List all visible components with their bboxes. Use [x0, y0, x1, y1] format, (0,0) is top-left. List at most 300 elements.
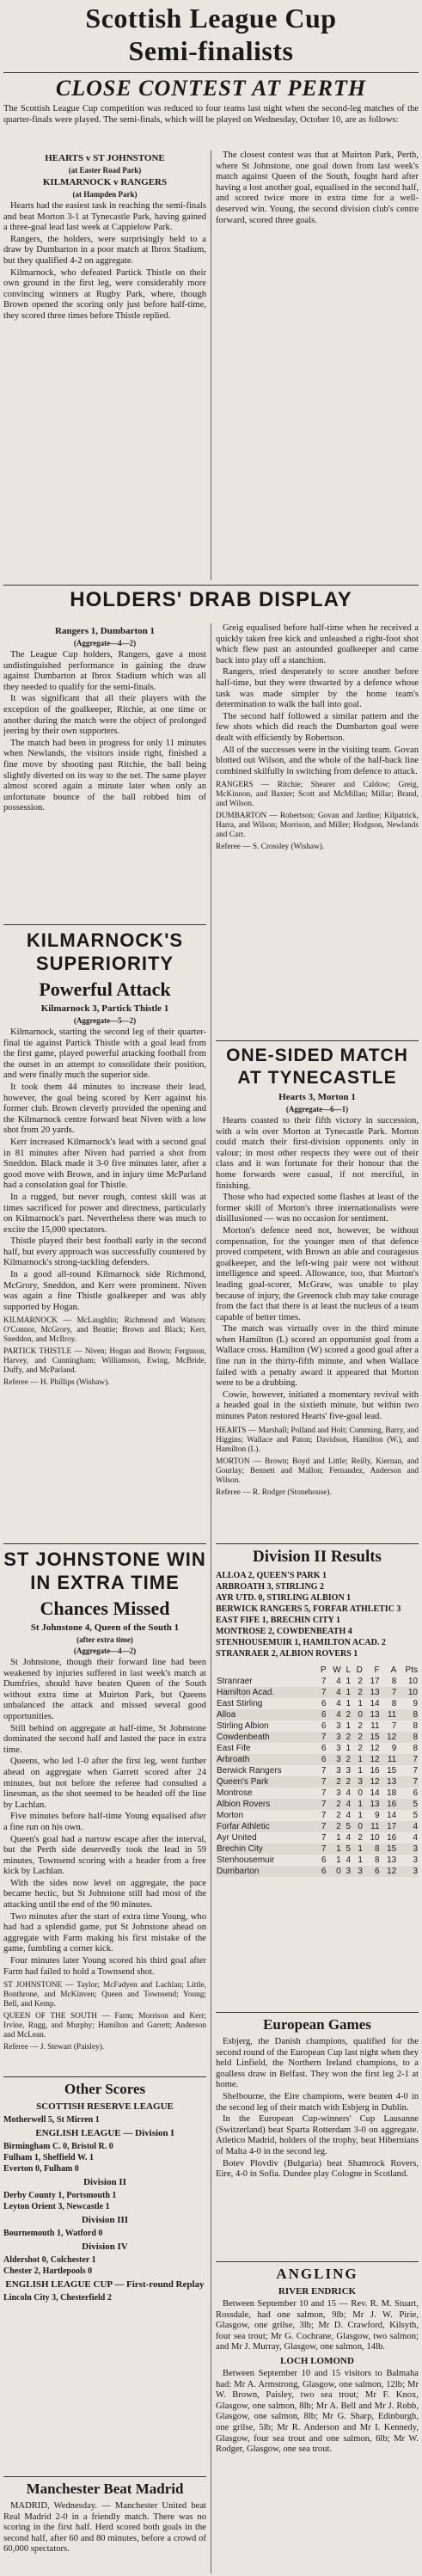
team-name-cell: Albion Rovers	[217, 1800, 271, 1809]
stat-cell: 2	[346, 1733, 352, 1742]
paragraph: Between September 10 and 15 — Rev. R. M. Stuart, Rossdale, had one salmon, 9lb; Mr J. W. Pirie, Glasgow, one grilse, 3lb; Mr D. Crawford, Kilsyth, four sea trout; Mr G. Cochrane, Glasgow, two salmon; and Mr J. Murray, Glasgow, one salmon, 14lb.	[216, 2299, 419, 2352]
section-heading: SCOTTISH RESERVE LEAGUE	[36, 2101, 174, 2112]
madrid-story	[3, 2476, 206, 2573]
stat-cell: 3	[358, 1777, 363, 1787]
stat-cell: 12	[387, 1867, 397, 1876]
stjohnstone-text	[3, 1658, 206, 1978]
column-header: D	[356, 1665, 363, 1675]
stat-cell: 2	[358, 1744, 363, 1753]
paragraph: Morton's defence need not, however, be without compensation, for the younger men of that defence proved competent, with Brown an able and courageous goalkeeper, and the left-wing pair were not without intelligence and speed. Allowance, too, that Morton's leading goal-scorer, McGraw, was unable to play because of injury, the Greenock club may take courage from the fact that there is at least the nucleus of a team capable of better times.	[216, 1225, 419, 1322]
table-row	[216, 1709, 419, 1720]
result: STRANRAER 2, ALBION ROVERS 1	[216, 1649, 358, 1659]
stjohnstone-aggregate: (Aggregate—4—2)	[73, 1647, 137, 1655]
team-name-cell: Brechin City	[217, 1844, 263, 1854]
stat-cell: 7	[413, 1777, 418, 1787]
stat-cell: 3	[336, 1721, 341, 1731]
team-name-cell: East Fife	[217, 1744, 251, 1753]
table-row	[216, 1698, 419, 1709]
stat-cell: 13	[370, 1710, 380, 1720]
team-line: RANGERS — Ritchie; Shearer and Caldow; Greig, McKinnon, and Baxter; Scott and McMillan; Millar; Brand, and Wilson.	[216, 781, 419, 809]
team-line: DUMBARTON — Robertson; Govan and Jardine; Kilpatrick, Harra, and Wilson; Morrison, and Miller; Hodgson, Newlands and Carr.	[216, 812, 419, 840]
holders-text	[216, 623, 419, 777]
team-line: KILMARNOCK — McLaughlin; Richmond and Watson; O'Connor, McGrory, and Beattie; Brown and Black; Kerr, Sneddon, and McIlroy.	[3, 1316, 206, 1345]
divider	[216, 1543, 419, 1544]
paragraph: Queen's goal had a narrow escape after the interval, but the Perth side deservedly took the lead in 59 minutes, Townsend scoring with a header from a free kick by Lachlan.	[3, 1834, 206, 1877]
stat-cell: 13	[387, 1777, 397, 1787]
divider	[3, 924, 206, 925]
result: AYR UTD. 0, STIRLING ALBION 1	[216, 1593, 352, 1603]
table-row	[216, 1743, 419, 1754]
result: BERWICK RANGERS 5, FORFAR ATHLETIC 3	[216, 1604, 401, 1614]
stat-cell: 4	[346, 1800, 352, 1809]
result: MONTROSE 2, COWDENBEATH 4	[216, 1627, 352, 1636]
column-header: L	[346, 1665, 352, 1675]
madrid-title: Manchester Beat Madrid	[26, 2481, 184, 2497]
paragraph: All of the successes were in the visiting team. Govan blotted out Wilson, and the whole of the half-back line combined skilfully in switching from defence to attack.	[216, 745, 419, 776]
angling-section: RIVER ENDRICK	[278, 2286, 357, 2297]
stat-cell: 7	[391, 1721, 397, 1731]
paragraph: Hearts had the easiest task in reaching the semi-finals and beat Morton 3-1 at Tynecastle Park, having gained a three-goal lead last week at Cappielow Park.	[3, 201, 206, 233]
stat-cell: 2	[358, 1677, 363, 1686]
stat-cell: 11	[387, 1710, 397, 1720]
lead-story	[3, 76, 419, 126]
european-games	[216, 2012, 419, 2227]
table-row	[216, 1732, 419, 1743]
stjohnstone-title: ST JOHNSTONE WIN IN EXTRA TIME	[3, 1549, 206, 1593]
stat-cell: 7	[413, 1755, 418, 1764]
paragraph: Esbjerg, the Danish champions, qualified for the second round of the European Cup last night when they held Linfield, the Northern Ireland champions, to a goalless draw in Belfast. They won the first leg 2-1 at home.	[216, 2037, 419, 2090]
referee-line: Referee — S. Crossley (Wishaw).	[216, 843, 325, 852]
results-list	[3, 2254, 206, 2277]
stat-cell: 14	[387, 1811, 397, 1820]
paragraph: In a rugged, but never rough, contest skill was at times sacrificed for power and directness, particularly on Kilmarnock's part. Nevertheless there was much to excite the 15,000 spectators.	[3, 1192, 206, 1235]
result: Leyton Orient 3, Newcastle 1	[3, 2202, 110, 2211]
stat-cell: 4	[413, 1822, 418, 1831]
stat-cell: 6	[413, 1788, 418, 1798]
stat-cell: 17	[387, 1822, 397, 1831]
stat-cell: 7	[321, 1800, 327, 1809]
stat-cell: 7	[321, 1811, 327, 1820]
stat-cell: 8	[391, 1677, 397, 1686]
holders-text	[3, 650, 206, 814]
paragraph: MADRID, Wednesday. — Manchester United beat Real Madrid 2-0 in a friendly match. There was no scoring in the first half. Herd scored both goals in the second half, after 60 and 80 minutes, before a crowd of 60,000 spectators.	[3, 2501, 206, 2555]
stat-cell: 9	[375, 1811, 380, 1820]
stat-cell: 3	[358, 1867, 363, 1876]
stat-cell: 10	[370, 1833, 380, 1843]
team-name-cell: Montrose	[217, 1788, 253, 1798]
stat-cell: 9	[413, 1699, 418, 1708]
league-table	[216, 1665, 419, 1877]
paragraph: In a good all-round Kilmarnock side Richmond, McGrory, Sneddon, and Kerr were prominent. Niven was again a fine Thistle goalkeeper and was ably supported by Hogan.	[3, 1270, 206, 1312]
results-list	[3, 2292, 206, 2303]
referee-line: Referee — R. Rodger (Stonehouse).	[216, 1487, 332, 1497]
stat-cell: 3	[336, 1744, 341, 1753]
stat-cell: 8	[413, 1733, 418, 1742]
tie-1: HEARTS v ST JOHNSTONE	[45, 153, 165, 163]
stat-cell: 1	[336, 1844, 341, 1854]
team-line: HEARTS — Marshall; Polland and Holt; Cumming, Barry, and Higgins; Wallace and Paton; Davidson, Hamilton (W.), and Hamilton (L).	[216, 1426, 419, 1454]
result: Aldershot 0, Colchester 1	[3, 2255, 96, 2265]
result: Derby County 1, Portsmouth 1	[3, 2191, 117, 2200]
stat-cell: 1	[346, 1688, 352, 1697]
stat-cell: 1	[346, 1699, 352, 1708]
paragraph: Kilmarnock, starting the second leg of their quarter-final tie against Partick Thistle with a goal lead from the first game, played powerful attacking football from the outset in an attempt to consolidate their position, and were finally much the superior side.	[3, 1027, 206, 1081]
stat-cell: 8	[375, 1844, 380, 1854]
paragraph: The match was virtually over in the third minute when Hamilton (L) scored an opportunist goal from a Wallace cross. Hamilton (W) scored a good goal after a fine run in the thirty-fifth minute, and when Wallace failed with a penalty award it appeared that Morton were to be a drubbing.	[216, 1324, 419, 1389]
stat-cell: 17	[370, 1677, 380, 1686]
team-line: MORTON — Brown; Boyd and Little; Reilly, Kiernan, and Gourlay; Bennett and Mallon; Fernandez, Anderson and Wilson.	[216, 1457, 419, 1485]
stat-cell: 4	[336, 1688, 341, 1697]
referee-line: Referee — J. Stewart (Paisley).	[3, 2043, 105, 2052]
column-header: P	[320, 1665, 327, 1675]
team-name-cell: Arbroath	[217, 1755, 250, 1764]
stat-cell: 6	[321, 1867, 327, 1876]
column-header: W	[333, 1665, 341, 1675]
stat-cell: 5	[413, 1811, 418, 1820]
results-list	[3, 2190, 206, 2212]
stat-cell: 1	[346, 1677, 352, 1686]
table-row	[216, 1676, 419, 1687]
stat-cell: 16	[370, 1766, 380, 1776]
stat-cell: 4	[346, 1855, 352, 1865]
stat-cell: 2	[358, 1688, 363, 1697]
divider	[3, 2476, 206, 2477]
stat-cell: 3	[336, 1788, 341, 1798]
paragraph: It took them 44 minutes to increase their lead, however, the goal being scored by Kerr against his former club. Brown cleverly provided the opening and the Kilmarnock centre forward beat Niven with a low shot from 20 yards.	[3, 1082, 206, 1136]
table-row	[216, 1776, 419, 1788]
stat-cell: 3	[336, 1766, 341, 1776]
paragraph: Botev Plovdiv (Bulgaria) beat Shamrock Rovers, Eire, 4-0 in Sofia. Dundee play Cologne in Scotland.	[216, 2158, 419, 2180]
stat-cell: 4	[336, 1677, 341, 1686]
stat-cell: 13	[370, 1800, 380, 1809]
stat-cell: 2	[358, 1721, 363, 1731]
madrid-text	[3, 2501, 206, 2555]
stat-cell: 7	[321, 1766, 327, 1776]
stat-cell: 7	[321, 1822, 327, 1831]
table-row	[216, 1687, 419, 1698]
stat-cell: 6	[375, 1867, 380, 1876]
stat-cell: 7	[391, 1688, 397, 1697]
stat-cell: 0	[358, 1788, 363, 1798]
stat-cell: 6	[321, 1710, 327, 1720]
table-row	[216, 1821, 419, 1832]
stat-cell: 4	[336, 1710, 341, 1720]
stat-cell: 8	[413, 1710, 418, 1720]
result: ARBROATH 3, STIRLING 2	[216, 1582, 324, 1592]
stat-cell: 4	[346, 1788, 352, 1798]
team-name-cell: Ayr United	[217, 1833, 257, 1843]
stjohnstone-score: St Johnstone 4, Queen of the South 1	[30, 1622, 180, 1633]
stat-cell: 8	[413, 1721, 418, 1731]
result: Motherwell 5, St Mirren 1	[3, 2115, 100, 2125]
table-row	[216, 1855, 419, 1866]
other-scores	[3, 2076, 206, 2420]
paragraph: Those who had expected some flashes at least of the former skill of Morton's three internationalists were disillusioned — was no occasion for sentiment.	[216, 1193, 419, 1224]
team-name-cell: Dumbarton	[217, 1867, 260, 1876]
paragraph: The closest contest was that at Muirton Park, Perth, where St Johnstone, one goal down from last week's match against Queen of the South, fought hard after having a lost another goal, equalised in the second half, and scored twice more in extra time for a well-deserved win. Young, the second division club's centre forward, scored three goals.	[216, 150, 419, 225]
angling-text	[216, 2299, 419, 2353]
holders-right	[216, 623, 419, 1036]
stat-cell: 7	[321, 1844, 327, 1854]
team-line: PARTICK THISTLE — Niven; Hogan and Brown; Ferguson, Harvey, and Cunningham; Williamson, Ewing, McBride, Duffy, and McParland.	[3, 1347, 206, 1376]
angling-title: ANGLING	[276, 2266, 358, 2282]
stat-cell: 2	[346, 1710, 352, 1720]
paragraph: Queens, who led 1-0 after the first leg, went further ahead on aggregate when Garrett scored after 24 minutes, but not before the referee had consulted a linesman, as the shot seemed to be headed off the line by Lachlan.	[3, 1757, 206, 1810]
paragraph: Still behind on aggregate at half-time, St Johnstone dominated the second half and lasted the pace in extra time.	[3, 1723, 206, 1755]
table-row	[216, 1799, 419, 1810]
kilmarnock-story	[3, 924, 206, 1539]
column-header: F	[374, 1665, 380, 1675]
stat-cell: 8	[375, 1855, 380, 1865]
team-name-cell: Morton	[217, 1811, 244, 1820]
lead-intro: The Scottish League Cup competition was reduced to four teams last night when the second-leg matches of the quarter-finals were played. The semi-finals, which will be played on Wednesday, October 10, are as follows:	[3, 104, 419, 125]
other-scores-title: Other Scores	[64, 2081, 146, 2097]
result: Chester 2, Hartlepools 0	[3, 2266, 93, 2276]
stat-cell: 7	[321, 1733, 327, 1742]
result: ALLOA 2, QUEEN'S PARK 1	[216, 1571, 327, 1580]
stat-cell: 3	[346, 1766, 352, 1776]
paragraph: Kerr increased Kilmarnock's lead with a second goal in 81 minutes after Niven had parried a shot from Sneddon. Black made it 3-0 five minutes later, after a good move with Brown, and in injury time McParland had a consolation goal for Thistle.	[3, 1137, 206, 1191]
holders-headline	[3, 588, 419, 612]
stat-cell: 7	[413, 1766, 418, 1776]
tie-2: KILMARNOCK v RANGERS	[42, 177, 168, 187]
stat-cell: 15	[387, 1766, 397, 1776]
kilmarnock-text	[3, 1027, 206, 1313]
holders-teams	[216, 781, 419, 852]
division-two-results	[216, 1570, 419, 1659]
angling-text	[216, 2369, 419, 2456]
tynecastle-text	[216, 1116, 419, 1423]
tynecastle-story	[216, 1040, 419, 1539]
stat-cell: 6	[321, 1721, 327, 1731]
holders-aggregate: (Aggregate—4—2)	[73, 639, 137, 647]
stat-cell: 8	[413, 1744, 418, 1753]
results-list	[3, 2228, 206, 2239]
stat-cell: 3	[336, 1755, 341, 1764]
result: Bournemouth 1, Watford 0	[3, 2229, 103, 2238]
stat-cell: 2	[336, 1800, 341, 1809]
result: Fulham 1, Sheffield W. 1	[3, 2153, 95, 2162]
result: Lincoln City 3, Chesterfield 2	[3, 2293, 112, 2303]
paragraph: Rangers, tried desperately to score another before half-time, but they were thwarted by a defence whose task was made simpler by the home team's determination to walk the ball into goal.	[216, 667, 419, 710]
stat-cell: 7	[321, 1677, 327, 1686]
holders-left	[3, 623, 206, 920]
paragraph: With the sides now level on aggregate, the pace became hectic, but St Johnstone still had most of the attacking until the end of the 90 minutes.	[3, 1878, 206, 1911]
tynecastle-aggregate: (Aggregate—6—1)	[285, 1105, 349, 1113]
stat-cell: 5	[346, 1822, 352, 1831]
stat-cell: 1	[358, 1699, 363, 1708]
team-name-cell: Stranraer	[217, 1677, 253, 1686]
team-name-cell: East Stirling	[217, 1699, 263, 1708]
team-name-cell: Berwick Rangers	[217, 1766, 282, 1776]
result: Everton 0, Fulham 0	[3, 2164, 79, 2174]
stat-cell: 14	[370, 1699, 380, 1708]
stat-cell: 1	[358, 1811, 363, 1820]
table-row	[216, 1832, 419, 1843]
stat-cell: 2	[358, 1833, 363, 1843]
referee-line: Referee — H. Phillips (Wishaw).	[3, 1378, 110, 1388]
headline-line2: Semi-finalists	[128, 35, 294, 66]
column-header	[216, 1665, 315, 1676]
masthead	[3, 2, 419, 67]
team-line: QUEEN OF THE SOUTH — Farm; Morrison and Kerr; Irvine, Rugg, and Murphy; Hamilton and Garrett; Anderson and McLean.	[3, 2012, 206, 2040]
section-heading: Division II	[83, 2177, 126, 2187]
tynecastle-title: ONE-SIDED MATCH AT TYNECASTLE	[226, 1046, 408, 1088]
stat-cell: 10	[407, 1677, 418, 1686]
stat-cell: 11	[370, 1822, 380, 1831]
paragraph: In the European Cup-winners' Cup Lausanne (Switzerland) beat Sparta Rotterdam 3-0 on aggregate. Atletico Madrid, holders of the trophy, beat Hibernians of Malta 4-0 in the second leg.	[216, 2114, 419, 2156]
table-row	[216, 1866, 419, 1877]
paragraph: Rangers, the holders, were surprisingly held to a draw by Dumbarton in a poor match at Ibrox Stadium, but they qualified 4-2 on aggregate.	[3, 234, 206, 266]
holders-score: Rangers 1, Dumbarton 1	[54, 626, 156, 636]
stat-cell: 2	[336, 1822, 341, 1831]
stat-cell: 12	[370, 1777, 380, 1787]
lead-text	[3, 201, 206, 322]
divider	[3, 1543, 206, 1544]
stat-cell: 8	[391, 1699, 397, 1708]
lead-left-column	[3, 150, 206, 580]
stat-cell: 0	[358, 1710, 363, 1720]
stat-cell: 12	[370, 1755, 380, 1764]
kilmarnock-subtitle: Powerful Attack	[39, 978, 171, 1000]
divider	[3, 72, 419, 73]
stat-cell: 15	[387, 1844, 397, 1854]
table-row	[216, 1754, 419, 1765]
division-two-title: Division II Results	[253, 1548, 382, 1566]
result: Birmingham C. 0, Bristol R. 0	[3, 2142, 113, 2151]
stat-cell: 6	[321, 1855, 327, 1865]
stat-cell: 16	[387, 1833, 397, 1843]
angling-section: LOCH LOMOND	[280, 2355, 354, 2366]
stat-cell: 5	[413, 1800, 418, 1809]
kilmarnock-score: Kilmarnock 3, Partick Thistle 1	[40, 1003, 169, 1014]
stat-cell: 13	[387, 1855, 397, 1865]
stat-cell: 16	[387, 1800, 397, 1809]
stat-cell: 2	[346, 1755, 352, 1764]
stat-cell: 4	[413, 1833, 418, 1843]
stat-cell: 1	[346, 1744, 352, 1753]
paragraph: Shelbourne, the Eire champions, were beaten 4-0 in the second leg of their match with Esbjerg in Dublin.	[216, 2091, 419, 2113]
paragraph: The match had been in progress for only 11 minutes when Newlands, the visitors inside right, finished a fine move by shooting past Ritchie, the ball being slightly diverted on its way to the net. The same player almost scored again a minute later when only an unfortunate bounce of the ball robbed him of possession.	[3, 738, 206, 813]
stat-cell: 0	[336, 1867, 341, 1876]
angling	[216, 2261, 419, 2573]
team-name-cell: Alloa	[217, 1710, 236, 1720]
kilmarnock-teams	[3, 1316, 206, 1388]
team-name-cell: Hamilton Acad.	[217, 1688, 275, 1697]
paragraph: Kilmarnock, who defeated Partick Thistle on their own ground in the first leg, were considerably more convincing winners at Rugby Park, where, though Brown opened the scoring only just before half-time, they scored three times before Thistle replied.	[3, 267, 206, 321]
stat-cell: 6	[321, 1755, 327, 1764]
stat-cell: 0	[358, 1822, 363, 1831]
stat-cell: 14	[370, 1788, 380, 1798]
team-name-cell: Stirling Albion	[217, 1721, 269, 1731]
stat-cell: 3	[413, 1844, 418, 1854]
stat-cell: 1	[358, 1855, 363, 1865]
tynecastle-teams	[216, 1426, 419, 1498]
stat-cell: 1	[358, 1800, 363, 1809]
divider	[216, 2012, 419, 2013]
stat-cell: 7	[321, 1777, 327, 1787]
column-header: Pts	[405, 1665, 418, 1675]
team-name-cell: Stenhousemuir	[217, 1855, 275, 1865]
stat-cell: 15	[370, 1733, 380, 1742]
stat-cell: 2	[336, 1777, 341, 1787]
stat-cell: 3	[336, 1733, 341, 1742]
section-heading: ENGLISH LEAGUE CUP — First-round Replay	[5, 2279, 205, 2290]
stat-cell: 4	[346, 1833, 352, 1843]
paragraph: Thistle played their best football early in the second half, but every approach was successfully countered by Kilmarnock's strong-tackling defenders.	[3, 1236, 206, 1268]
table-row	[216, 1810, 419, 1821]
stat-cell: 2	[336, 1811, 341, 1820]
divider	[216, 2261, 419, 2262]
team-name-cell: Queen's Park	[217, 1777, 269, 1787]
holders-title: HOLDERS' DRAB DISPLAY	[70, 588, 352, 611]
stat-cell: 1	[358, 1844, 363, 1854]
stat-cell: 1	[346, 1721, 352, 1731]
stat-cell: 2	[358, 1733, 363, 1742]
division-two	[216, 1543, 419, 2008]
table-row	[216, 1788, 419, 1799]
stat-cell: 7	[321, 1688, 327, 1697]
section-heading: Division III	[81, 2215, 129, 2225]
paragraph: It was significant that all their players with the exception of the goalkeeper, Ritchie, at one time or another during the match were the object of prolonged jeering by their own supporters.	[3, 694, 206, 737]
stat-cell: 7	[321, 1833, 327, 1843]
stat-cell: 11	[387, 1755, 397, 1764]
stat-cell: 6	[321, 1699, 327, 1708]
paragraph: The second half followed a similar pattern and the few shots which did reach the Dumbarton goal were dealt with efficiently by Robertson.	[216, 711, 419, 743]
stjohnstone-story	[3, 1543, 206, 2072]
league-table-body	[216, 1676, 419, 1877]
stjohnstone-teams	[3, 1981, 206, 2052]
stat-cell: 6	[321, 1744, 327, 1753]
paragraph: Hearts coasted to their fifth victory in succession, with a win over Morton at Tynecastle Park. Morton could match their first-division opponents only in valour; in most other respects they were out of their class and it was fortunate for their honour that the home forwards were casual, if not merciful, in finishing.	[216, 1116, 419, 1191]
paragraph: Five minutes before half-time Young equalised after a fine run on his own.	[3, 1812, 206, 1832]
paragraph: Cowie, however, initiated a momentary revival with a headed goal in the sixtieth minute, but within two minutes Paton restored Hearts' five-goal lead.	[216, 1389, 419, 1422]
stat-cell: 2	[346, 1777, 352, 1787]
result: EAST FIFE 1, BRECHIN CITY 1	[216, 1616, 341, 1625]
section-heading: Division IV	[82, 2242, 128, 2252]
tie-2-venue: (at Hampden Park)	[72, 190, 138, 199]
table-row	[216, 1720, 419, 1732]
team-name-cell: Forfar Athletic	[217, 1822, 270, 1831]
stat-cell: 3	[413, 1867, 418, 1876]
stat-cell: 10	[407, 1688, 418, 1697]
stat-cell: 12	[387, 1733, 397, 1742]
section-heading: ENGLISH LEAGUE — Division I	[35, 2128, 174, 2138]
kilmarnock-title: KILMARNOCK'S SUPERIORITY	[26, 929, 184, 974]
lead-text	[216, 150, 419, 226]
tie-1-venue: (at Easter Road Park)	[68, 166, 142, 175]
lead-right-column	[216, 150, 419, 580]
results-list	[3, 2114, 206, 2125]
paragraph: Two minutes after the start of extra time Young, who had had a splendid game, put St Johnstone ahead on aggregate with Farm making his first mistake of the game, fumbling a corner kick.	[3, 1911, 206, 1954]
paragraph: Four minutes later Young scored his third goal after Farm had failed to hold a Townsend shot.	[3, 1956, 206, 1977]
stat-cell: 5	[346, 1844, 352, 1854]
stat-cell: 13	[370, 1688, 380, 1697]
stat-cell: 4	[336, 1699, 341, 1708]
column-header: A	[390, 1665, 397, 1675]
paragraph: Between September 10 and 15 visitors to Balmaha had: Mr A. Armstrong, Glasgow, one salmon, 12lb; Mr W. Brown, Paisley, two sea trout; Mr F. Knox, Glasgow, one salmon, 8lb; Mr A. Bell and Mr J. Robb, Glasgow, one salmon, 8lb; Mr G. Sharp, Edinburgh, one grilse, 5lb; Mr R. Anderson and Mr I. Kennedy, Glasgow, four sea trout and one salmon, 6lb; Mr W. Rodger, Glasgow, one sea trout.	[216, 2368, 419, 2455]
stat-cell: 3	[346, 1867, 352, 1876]
results-list	[3, 2141, 206, 2174]
stat-cell: 7	[321, 1788, 327, 1798]
stat-cell: 12	[370, 1744, 380, 1753]
table-header-row	[216, 1665, 419, 1676]
table-row	[216, 1765, 419, 1776]
stat-cell: 9	[391, 1744, 397, 1753]
stat-cell: 1	[336, 1855, 341, 1865]
stat-cell: 1	[358, 1755, 363, 1764]
stat-cell: 1	[358, 1766, 363, 1776]
